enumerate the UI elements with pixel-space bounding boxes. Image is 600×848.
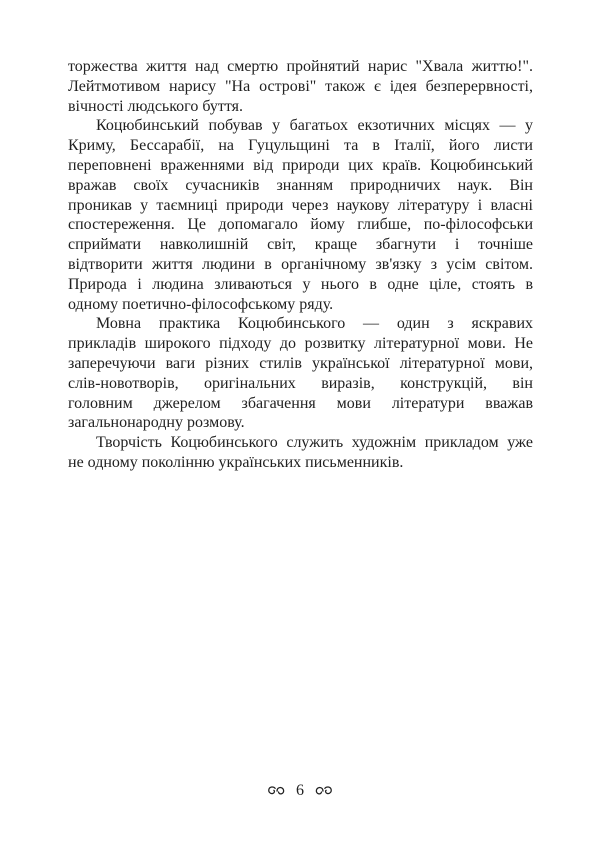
text-line: Лейтмотивом нарису "На острові" також є ідея безперервності, <box>68 77 533 95</box>
text-line: прикладів широкого підходу до розвитку літературної мови. Не <box>68 335 533 353</box>
text-line: проникав у таємниці природи через наукову літературу і власні <box>68 196 533 214</box>
text-line: спостереження. Це допомагало йому глибше, по-філософськи <box>68 216 533 234</box>
text-line: сприймати навколишній світ, краще збагнути і точніше <box>68 236 533 254</box>
paragraph <box>68 314 533 433</box>
text-line: заперечуючи ваги різних стилів української літературної мови, <box>68 354 533 372</box>
text-line: Коцюбинський побував у багатьох екзотичних місцях — у <box>96 117 533 135</box>
text-line: вічності людського буття. <box>68 97 243 115</box>
text-line: одному поетично-філософському ряду. <box>68 295 334 313</box>
text-line: головним джерелом збагачення мови літератури вважав <box>68 394 533 412</box>
fleuron-right-icon <box>314 785 333 797</box>
text-line: відтворити життя людини в органічному зв'язку з усім світом. <box>68 255 533 273</box>
paragraph <box>68 116 533 314</box>
paragraph <box>68 433 533 473</box>
paragraph <box>68 57 533 116</box>
text-line: не одному поколінню українських письменників. <box>68 453 404 471</box>
text-line: Мовна практика Коцюбинського — один з яскравих <box>96 315 533 333</box>
text-line: Криму, Бессарабії, на Гуцульщині та в Італії, його листи <box>68 137 533 155</box>
text-line: Природа і людина зливаються у нього в одне ціле, стоять в <box>68 275 533 293</box>
body-text <box>68 57 533 473</box>
text-line: переповнені враженнями від природи цих країв. Коцюбинський <box>68 156 533 174</box>
text-line: вражав своїх сучасників знанням природничих наук. Він <box>68 176 533 194</box>
text-line: слів-новотворів, оригінальних виразів, конструкцій, він <box>68 374 533 392</box>
fleuron-left-icon <box>267 785 286 797</box>
page-number: 6 <box>296 782 304 799</box>
page-footer <box>0 783 600 799</box>
text-line: Творчість Коцюбинського служить художнім прикладом уже <box>96 434 533 452</box>
text-line: загальнонародну розмову. <box>68 414 245 432</box>
text-line: торжества життя над смертю пройнятий нарис "Хвала життю!". <box>68 58 533 75</box>
